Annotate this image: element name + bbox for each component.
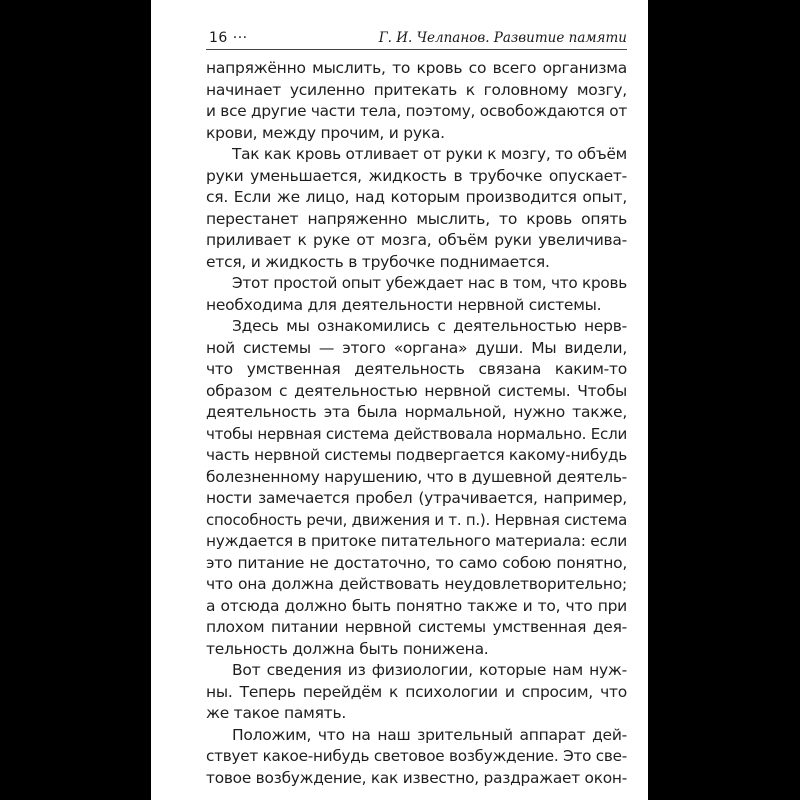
text-line: чтобы нервная система действовала нормально. Если <box>206 424 627 443</box>
page-number: 16 ··· <box>209 30 248 46</box>
text-line: что она должна действовать неудовлетворительно; <box>206 575 627 593</box>
book-page <box>151 0 648 800</box>
text-line: это питание не достаточно, то само собою понятно, <box>206 553 627 572</box>
text-line: часть нервной системы подвергается какому-нибудь <box>206 446 627 464</box>
text-line: перестанет напряженно мыслить, то кровь опять <box>206 209 627 228</box>
text-line: болезненному нарушению, что в душевной деятель- <box>206 467 627 486</box>
text-line: Этот простой опыт убеждает нас в том, что кровь <box>232 274 627 292</box>
header-rule <box>206 49 627 50</box>
text-line: ны. Теперь перейдём к психологии и спросим, что <box>206 682 627 701</box>
running-title: Г. И. Челпанов. Развитие памяти <box>378 30 627 46</box>
text-line: же такое память. <box>206 704 347 722</box>
text-line: способность речи, движения и т. п.). Нервная система <box>206 510 627 529</box>
text-line: ется, и жидкость в трубочке поднимается. <box>206 252 550 271</box>
text-line: начинает усиленно притекать к головному мозгу, <box>206 80 627 99</box>
text-line: крови, между прочим, и рука. <box>206 123 445 142</box>
text-line: и все другие части тела, поэтому, освобождаются от <box>206 102 627 120</box>
right-scan-margin <box>648 0 800 800</box>
text-line: ной системы — этого «органа» души. Мы видели, <box>206 338 627 357</box>
text-line: Вот сведения из физиологии, которые нам нуж- <box>232 661 627 679</box>
text-line: необходима для деятельности нервной системы. <box>206 295 602 314</box>
text-line: ствует какое-нибудь световое возбуждение. Это све- <box>206 747 627 765</box>
text-line: образом с деятельностью нервной системы. Чтобы <box>206 381 627 400</box>
text-line: а отсюда должно быть понятно также и то, что при <box>206 596 627 615</box>
text-line: руки уменьшается, жидкость в трубочке опускает- <box>206 166 627 185</box>
text-line: деятельность эта была нормальной, нужно также, <box>206 403 627 421</box>
text-line: Здесь мы ознакомились с деятельностью нерв- <box>232 317 627 335</box>
text-line: нуждается в притоке питательного материала: если <box>206 532 627 550</box>
text-line: ся. Если же лицо, над которым производится опыт, <box>206 188 627 206</box>
body-text <box>206 58 627 789</box>
left-scan-margin <box>0 0 151 800</box>
text-line: приливает к руке от мозга, объём руки увеличива- <box>206 231 627 249</box>
page-header <box>206 25 627 49</box>
text-line: товое возбуждение, как известно, раздражает окон- <box>206 768 627 787</box>
text-line: Положим, что на наш зрительный аппарат дей- <box>232 725 627 744</box>
text-line: напряжённо мыслить, то кровь со всего организма <box>206 59 627 77</box>
text-line: ности замечается пробел (утрачивается, например, <box>206 489 627 507</box>
text-line: Так как кровь отливает от руки к мозгу, то объём <box>232 145 627 163</box>
text-line: что умственная деятельность связана каким-то <box>206 360 627 378</box>
text-line: тельность должна быть понижена. <box>206 639 489 658</box>
text-line: плохом питании нервной системы умственная дея- <box>206 618 627 636</box>
